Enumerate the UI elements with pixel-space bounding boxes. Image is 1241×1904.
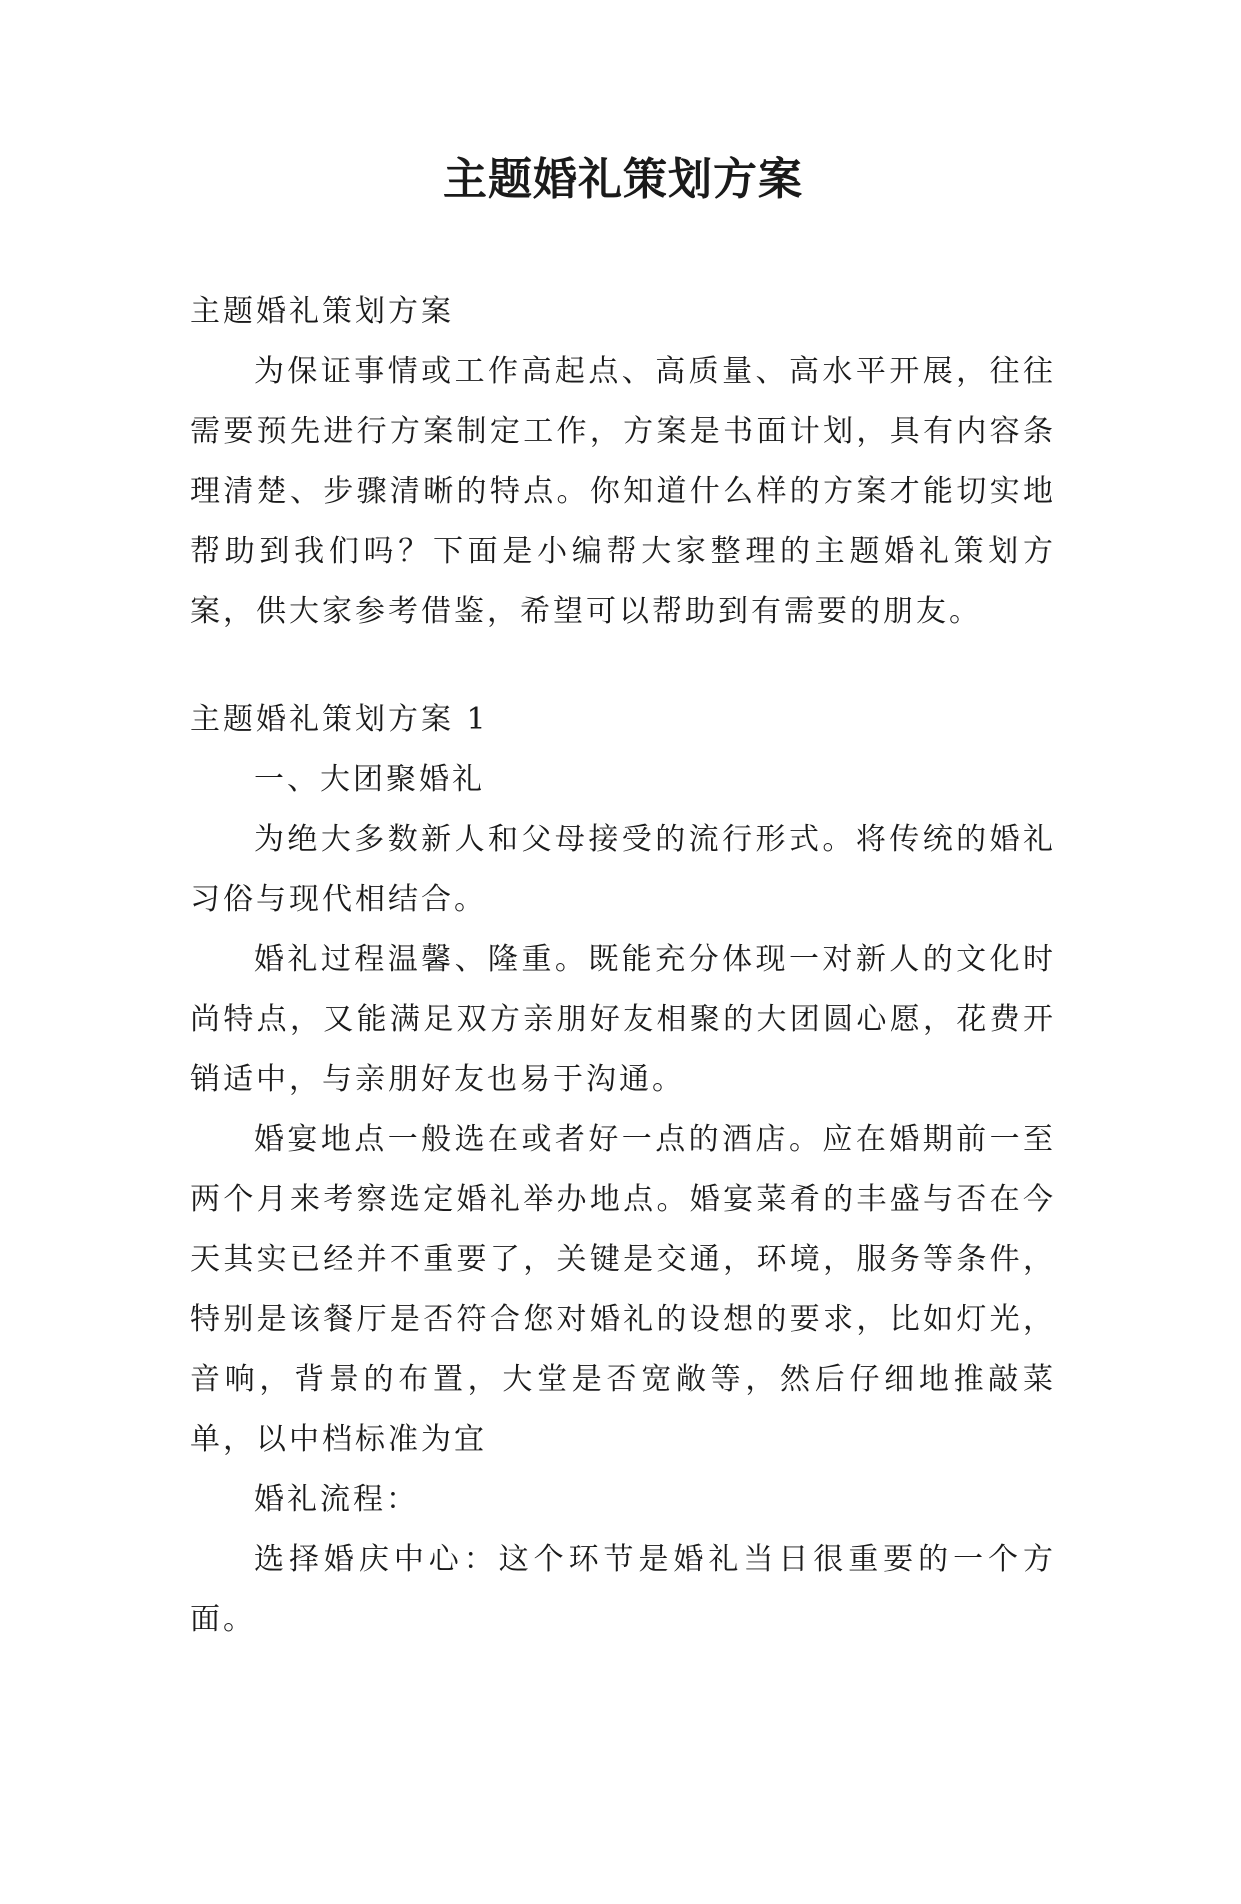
intro-heading: 主题婚礼策划方案	[190, 294, 454, 329]
section-spacer	[190, 642, 1056, 690]
intro-paragraph: 为保证事情或工作高起点、高质量、高水平开展，往往需要预先进行方案制定工作，方案是书面计划，具有内容条理清楚、步骤清晰的特点。你知道什么样的方案才能切实地帮助到我们吗？下面是小编帮大家整理的主题婚礼策划方案，供大家参考借鉴，希望可以帮助到有需要的朋友。	[190, 354, 1056, 629]
document-page	[0, 150, 1241, 1904]
section-heading: 主题婚礼策划方案 1	[190, 702, 489, 737]
section-subheading: 一、大团聚婚礼	[254, 762, 485, 797]
body-paragraph: 选择婚庆中心：这个环节是婚礼当日很重要的一个方面。	[190, 1542, 1056, 1637]
body-paragraph: 婚礼过程温馨、隆重。既能充分体现一对新人的文化时尚特点，又能满足双方亲朋好友相聚的大团圆心愿，花费开销适中，与亲朋好友也易于沟通。	[190, 942, 1056, 1097]
document-title: 主题婚礼策划方案	[443, 154, 803, 205]
body-paragraph: 婚宴地点一般选在或者好一点的酒店。应在婚期前一至两个月来考察选定婚礼举办地点。婚宴菜肴的丰盛与否在今天其实已经并不重要了，关键是交通，环境，服务等条件，特别是该餐厅是否符合您对婚礼的设想的要求，比如灯光，音响，背景的布置，大堂是否宽敞等，然后仔细地推敲菜单，以中档标准为宜	[190, 1122, 1056, 1457]
body-paragraph: 为绝大多数新人和父母接受的流行形式。将传统的婚礼习俗与现代相结合。	[190, 822, 1056, 917]
document-body	[190, 282, 1056, 1650]
body-paragraph: 婚礼流程：	[254, 1482, 419, 1517]
